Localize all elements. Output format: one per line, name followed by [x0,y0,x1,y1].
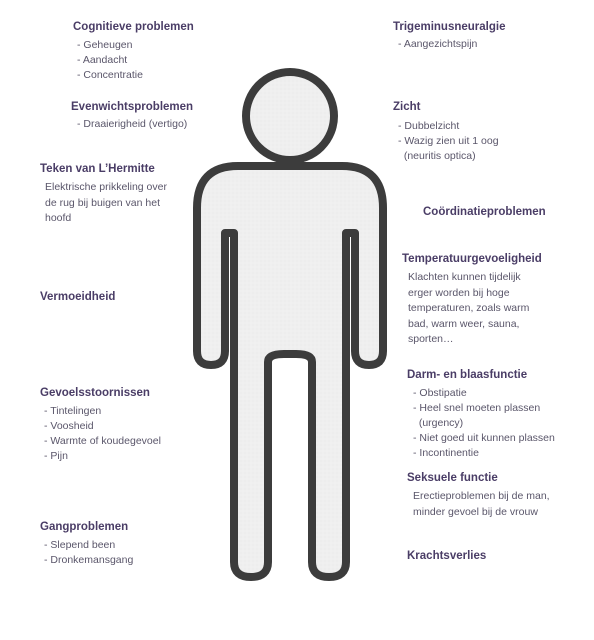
sexual-title: Seksuele functie [407,472,498,484]
bowel-section [407,368,555,461]
vision-title: Zicht [393,101,421,113]
temperature-section [402,252,542,348]
cognitive-title: Cognitieve problemen [73,21,194,33]
list-item: - Aangezichtspijn [398,38,478,50]
list-item: - Wazig zien uit 1 oog [398,135,499,147]
list-item: (neuritis optica) [398,150,476,162]
cognitive-section [73,20,194,83]
description-line: bad, warm weer, sauna, [408,317,520,330]
lhermitte-section [40,162,167,227]
vision-section [393,100,499,164]
description-line: temperaturen, zoals warm [408,302,530,314]
description-line: hoofd [45,212,72,224]
balance-section [71,100,193,132]
list-item: - Warmte of koudegevoel [44,435,161,447]
list-item: - Obstipatie [413,387,467,399]
coordination-section [423,205,546,220]
list-item: - Concentratie [77,69,143,81]
description-line: sporten… [408,333,454,345]
sensory-section [40,386,161,464]
description-line: minder gevoel bij de vrouw [413,505,538,518]
description-line: Klachten kunnen tijdelijk [408,271,521,283]
trigeminal-title: Trigeminusneuralgie [393,21,506,33]
figure-head [246,72,334,160]
list-item: - Aandacht [77,54,128,66]
list-item: - Heel snel moeten plassen [413,402,541,414]
balance-title: Evenwichtsproblemen [71,101,194,113]
list-item: - Pijn [44,450,68,462]
strength-title: Krachtsverlies [407,550,487,562]
gait-section [40,520,133,568]
list-item: - Incontinentie [413,447,479,459]
list-item: - Voosheid [44,420,94,432]
list-item: - Niet goed uit kunnen plassen [413,432,555,444]
sensory-title: Gevoelsstoornissen [40,387,150,399]
list-item: - Dubbelzicht [398,120,460,132]
list-item: - Tintelingen [44,405,102,417]
lhermitte-title: Teken van L’Hermitte [40,163,155,175]
list-item: - Slepend been [44,539,116,551]
temperature-title: Temperatuurgevoeligheid [402,253,542,265]
fatigue-title: Vermoeidheid [40,291,116,303]
list-item: - Draaierigheid (vertigo) [77,118,188,130]
fatigue-section [40,290,115,305]
description-line: de rug bij buigen van het [45,196,161,209]
description-line: erger worden bij hoge [408,286,510,299]
bowel-title: Darm- en blaasfunctie [407,369,528,381]
strength-section [407,549,486,564]
list-item: - Dronkemansgang [44,554,134,566]
figure-body [197,166,383,577]
description-line: Erectieproblemen bij de man, [413,490,550,502]
gait-title: Gangproblemen [40,521,129,533]
trigeminal-section [393,20,505,52]
sexual-section [407,471,550,520]
list-item: (urgency) [413,417,464,429]
list-item: - Geheugen [77,39,133,51]
coordination-title: Coördinatieproblemen [423,206,546,218]
description-line: Elektrische prikkeling over [45,181,167,193]
